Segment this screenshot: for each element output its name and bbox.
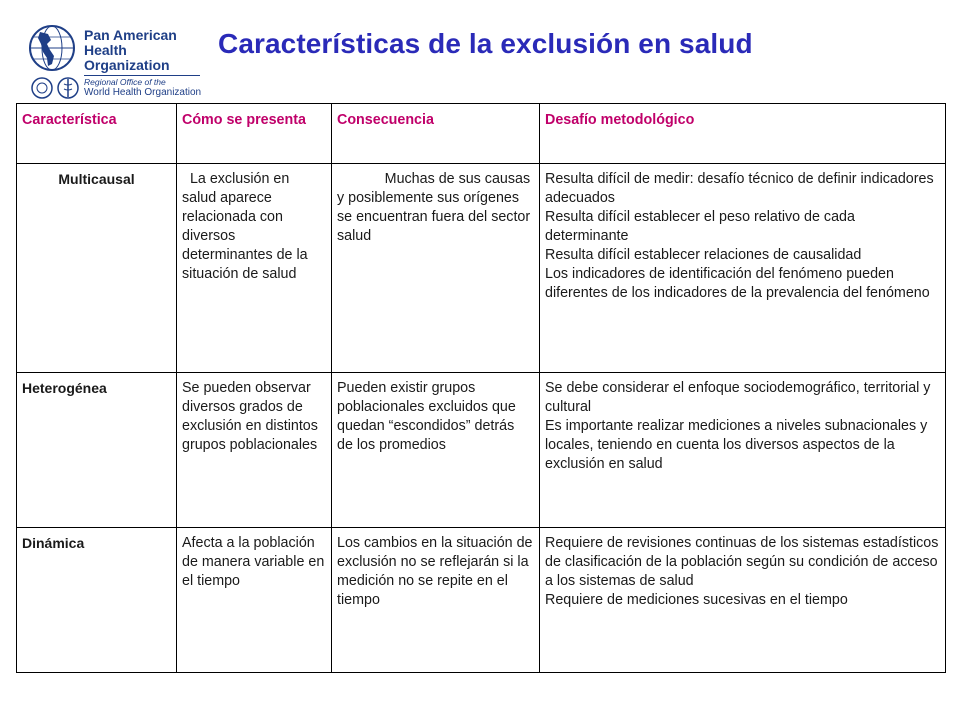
table-header-row — [17, 104, 946, 164]
who-emblem-icon — [56, 76, 80, 100]
cell-desafio: Se debe considerar el enfoque sociodemográfico, territorial y cultural Es importante realizar mediciones a niveles subnacionales y locales, teniendo en cuenta los diversos aspectos de la exclusión en salud — [540, 373, 946, 528]
cell-como: Afecta a la población de manera variable en el tiempo — [177, 528, 332, 673]
org-subtitle-small: Regional Office of the — [84, 77, 166, 87]
org-name-line: Organization — [84, 57, 170, 73]
cell-como — [177, 164, 332, 373]
cell-caracteristica: Heterogénea — [17, 373, 177, 528]
globe-icon — [26, 22, 78, 74]
header-consecuencia: Consecuencia — [332, 104, 540, 164]
header-como-se-presenta: Cómo se presenta — [177, 104, 332, 164]
characteristics-table — [16, 103, 946, 673]
logo-divider — [84, 75, 200, 76]
table-row — [17, 528, 946, 673]
cell-desafio: Resulta difícil de medir: desafío técnico de definir indicadores adecuados Resulta difícil establecer el peso relativo de cada determinante Resulta difícil establecer relaciones de causalidad Los indicadores de identificación del fenómeno pueden diferentes de los indicadores de la prevalencia del fenómeno — [540, 164, 946, 373]
header-desafio-metodologico: Desafío metodológico — [540, 104, 946, 164]
org-name-line: Pan American — [84, 27, 177, 43]
cell-caracteristica: Multicausal — [17, 164, 177, 373]
table-row — [17, 373, 946, 528]
org-subtitle — [84, 78, 201, 97]
cell-consecuencia — [332, 164, 540, 373]
paho-logo — [26, 22, 206, 102]
header-caracteristica: Característica — [17, 104, 177, 164]
cell-consecuencia: Pueden existir grupos poblacionales excluidos que quedan “escondidos” detrás de los promedios — [332, 373, 540, 528]
org-name-line: Health — [84, 42, 127, 58]
cell-caracteristica: Dinámica — [17, 528, 177, 673]
cell-desafio: Requiere de revisiones continuas de los sistemas estadísticos de clasificación de la población según su condición de acceso a los sistemas de salud Requiere de mediciones sucesivas en el tiempo — [540, 528, 946, 673]
cell-como-text: La exclusión en salud aparece relacionada con diversos determinantes de la situación de salud — [182, 171, 312, 282]
cell-consecuencia: Los cambios en la situación de exclusión no se reflejarán si la medición no se repite en el tiempo — [332, 528, 540, 673]
org-subtitle-main: World Health Organization — [84, 86, 202, 98]
cell-consecuencia-text: Muchas de sus causas y posiblemente sus orígenes se encuentran fuera del sector salud — [337, 171, 535, 244]
cell-como: Se pueden observar diversos grados de exclusión en distintos grupos poblacionales — [177, 373, 332, 528]
page-title: Características de la exclusión en salud — [218, 28, 753, 59]
org-name — [84, 28, 177, 73]
emblem-icon — [30, 76, 54, 100]
table-row — [17, 164, 946, 373]
